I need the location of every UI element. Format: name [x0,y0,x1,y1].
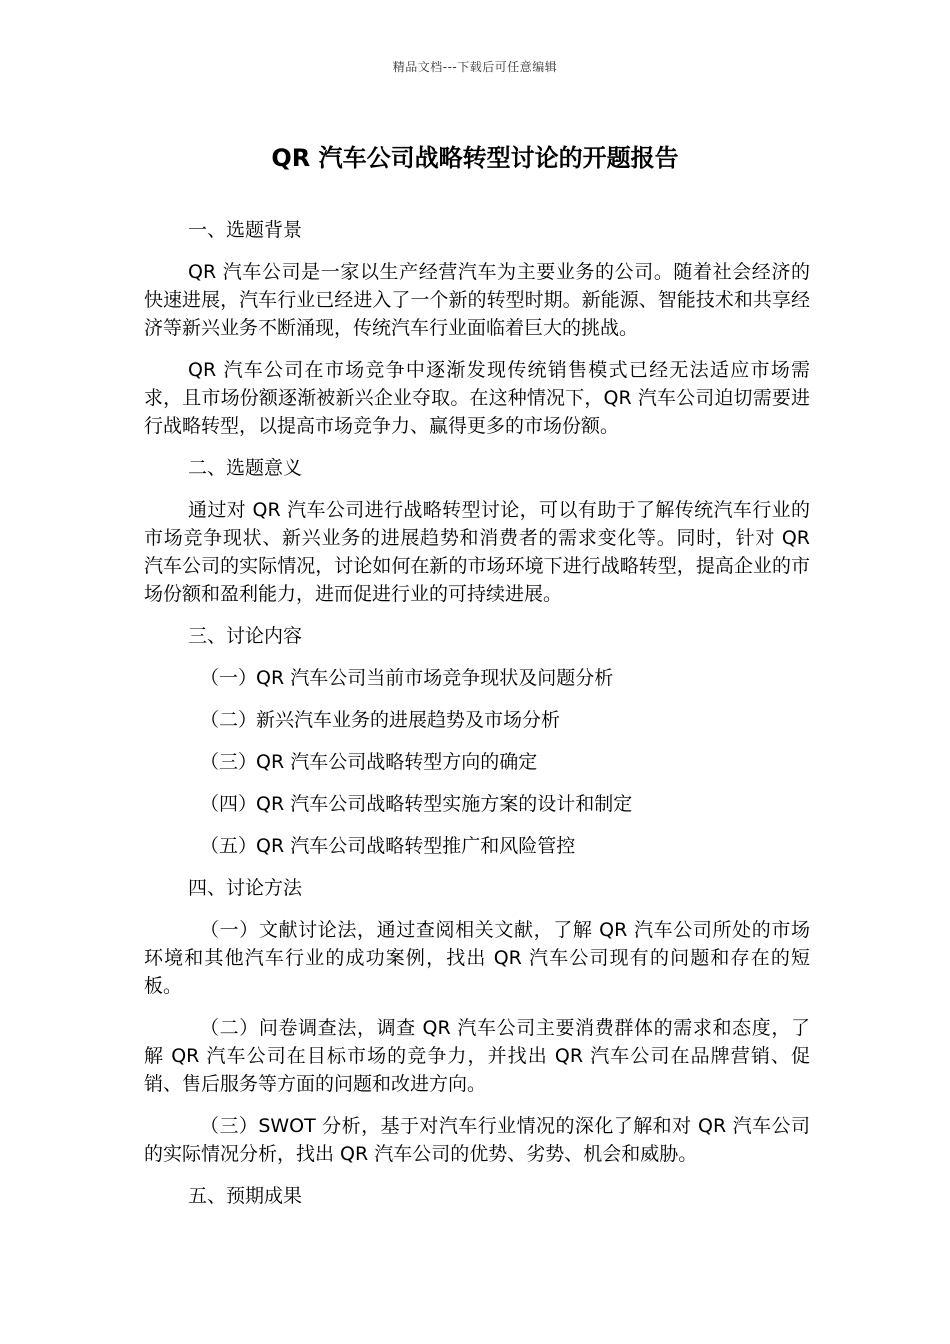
section-heading-content: 三、讨论内容 [188,625,303,647]
paragraph-method-survey: （二）问卷调查法，调查 QR 汽车公司主要消费群体的需求和态度，了解 QR 汽车公司在目标市场的竞争力，并找出 QR 汽车公司在品牌营销、促销、售后服务等方面的问题和改进方向。 [144,1017,810,1095]
list-item [144,706,810,734]
list-item-number: （一） [200,667,258,689]
section-heading-expected-results: 五、预期成果 [188,1185,303,1207]
paragraph-background-2: QR 汽车公司在市场竞争中逐渐发现传统销售模式已经无法适应市场需求，且市场份额逐渐被新兴企业夺取。在这种情况下，QR 汽车公司迫切需要进行战略转型，以提高市场竞争力、赢得更多的市场份额。 [144,359,810,437]
document-title: QR 汽车公司战略转型讨论的开题报告 [271,144,679,172]
list-item-text: 新兴汽车业务的进展趋势及市场分析 [256,709,561,731]
paragraph-method-literature: （一）文献讨论法，通过查阅相关文献，了解 QR 汽车公司所处的市场环境和其他汽车行业的成功案例，找出 QR 汽车公司现有的问题和存在的短板。 [144,919,810,997]
list-item-number: （四） [200,793,258,815]
list-item [144,832,810,860]
paragraph-significance: 通过对 QR 汽车公司进行战略转型讨论，可以有助于了解传统汽车行业的市场竞争现状、新兴业务的进展趋势和消费者的需求变化等。同时，针对 QR 汽车公司的实际情况，讨论如何在新的市场环境下进行战略转型，提高企业的市场份额和盈利能力，进而促进行业的可持续进展。 [144,499,810,605]
list-item-text: QR 汽车公司当前市场竞争现状及问题分析 [256,667,614,689]
paragraph-method-swot: （三）SWOT 分析，基于对汽车行业情况的深化了解和对 QR 汽车公司的实际情况分析，找出 QR 汽车公司的优势、劣势、机会和威胁。 [144,1115,810,1165]
paragraph-background-1: QR 汽车公司是一家以生产经营汽车为主要业务的公司。随着社会经济的快速进展，汽车行业已经进入了一个新的转型时期。新能源、智能技术和共享经济等新兴业务不断涌现，传统汽车行业面临着巨大的挑战。 [144,261,810,339]
list-item [144,790,810,818]
list-item-number: （二） [200,709,258,731]
header-note: 精品文档---下载后可任意编辑 [392,60,558,74]
section-heading-background: 一、选题背景 [188,219,303,241]
document-body [144,216,810,1224]
section-heading-methods: 四、讨论方法 [188,877,303,899]
list-item [144,664,810,692]
list-item-number: （三） [200,751,258,773]
list-item-text: QR 汽车公司战略转型方向的确定 [256,751,538,773]
list-item-text: QR 汽车公司战略转型推广和风险管控 [256,835,576,857]
list-item [144,748,810,776]
list-item-number: （五） [200,835,258,857]
list-item-text: QR 汽车公司战略转型实施方案的设计和制定 [256,793,633,815]
section-heading-significance: 二、选题意义 [188,457,303,479]
